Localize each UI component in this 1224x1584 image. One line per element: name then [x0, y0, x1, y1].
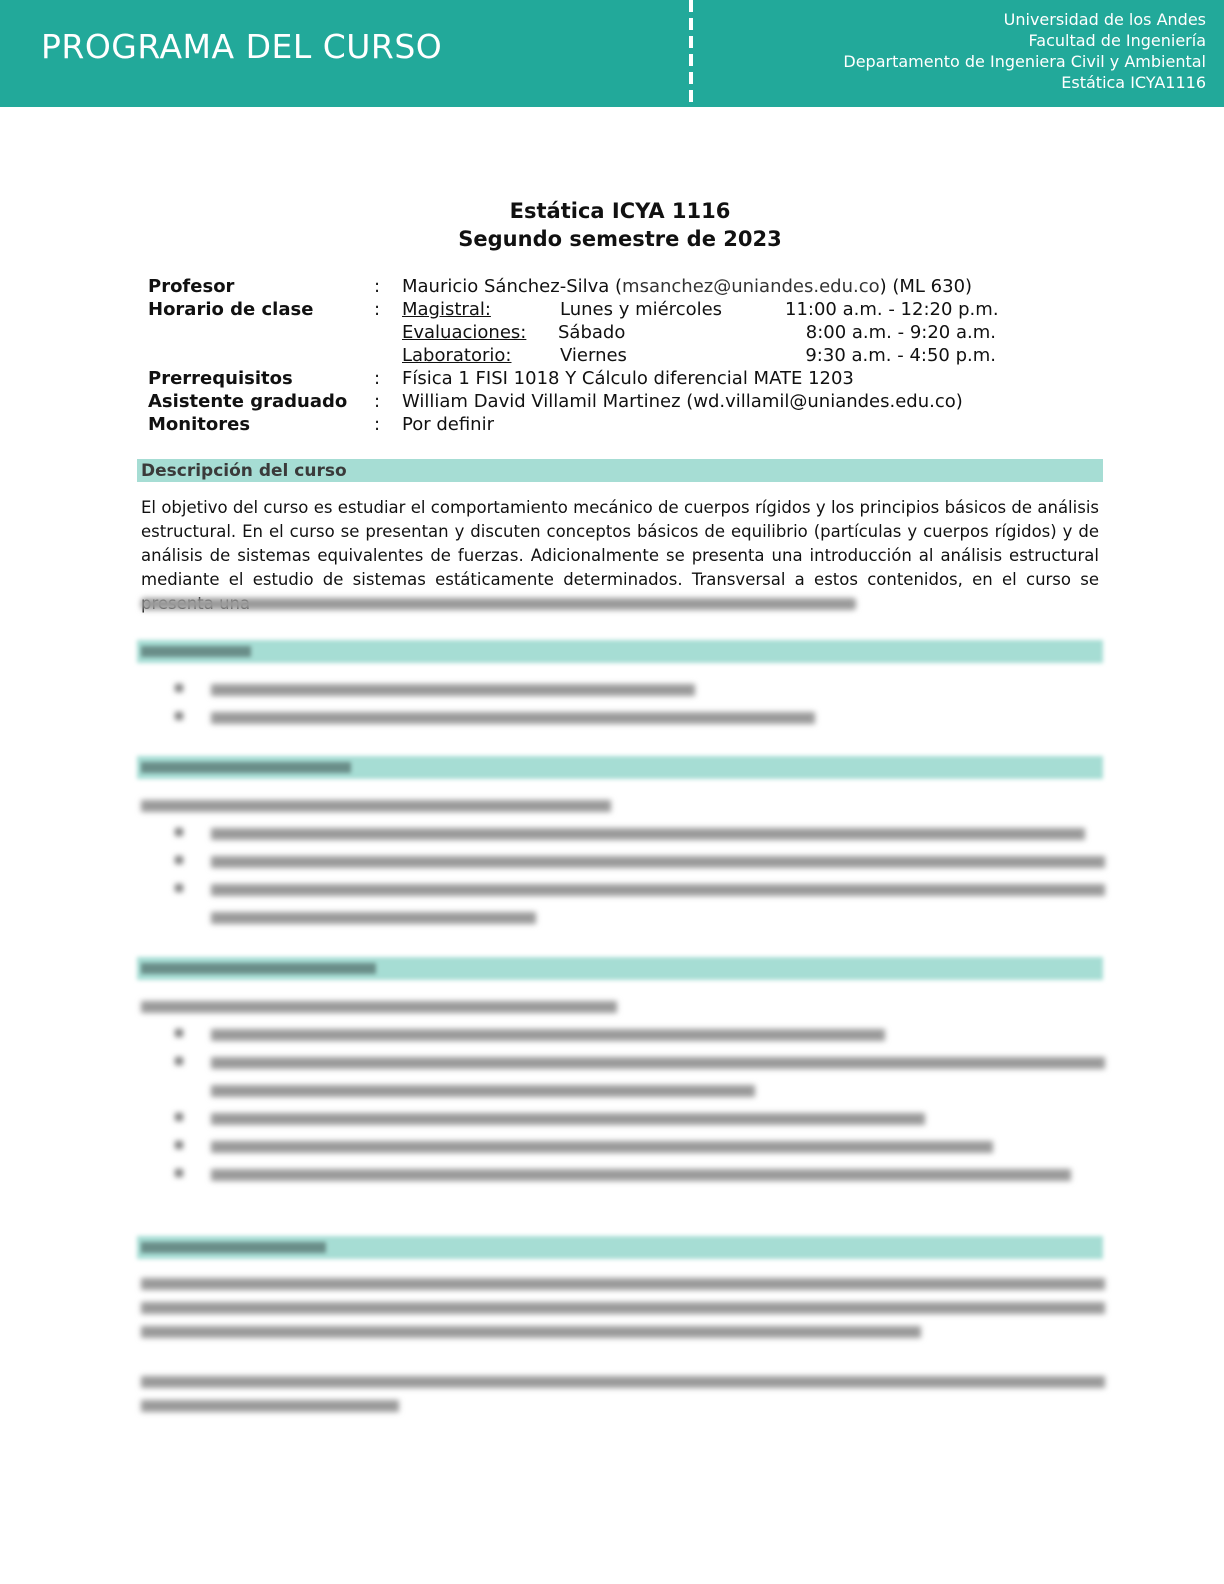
section-heading-description — [137, 459, 1103, 482]
schedule-time: 8:00 a.m. - 9:20 a.m. — [805, 322, 996, 343]
schedule-time: 9:30 a.m. - 4:50 p.m. — [805, 345, 996, 366]
profesor-label: Profesor — [148, 276, 235, 297]
schedule-day: Viernes — [560, 345, 627, 366]
blurred-paragraph — [141, 1272, 1099, 1344]
profesor-office: ) (ML 630) — [879, 276, 973, 297]
colon: : — [374, 414, 381, 435]
header-university: Universidad de los Andes — [1003, 10, 1206, 29]
section-heading-text: Descripción del curso — [141, 461, 347, 481]
schedule-time: 11:00 a.m. - 12:20 p.m. — [785, 299, 999, 320]
monitores-label: Monitores — [148, 414, 251, 435]
header-institution — [843, 9, 1206, 93]
course-title: Estática ICYA 1116 — [509, 199, 731, 223]
schedule-type: Magistral: — [402, 299, 491, 320]
header-department: Departamento de Ingeniera Civil y Ambiental — [843, 52, 1206, 71]
schedule-day: Lunes y miércoles — [560, 299, 723, 320]
description-paragraph: El objetivo del curso es estudiar el comportamiento mecánico de cuerpos rígidos y los principios básicos de análisis estructural. En el curso se presentan y discuten conceptos básicos de equilibrio (partículas y cuerpos rígidos) y de análisis de sistemas equivalentes de fuerzas. Adicionalmente se presenta una introducción al análisis estructural mediante el estudio de sistemas estáticamente determinados. Transversal a estos contenidos, en el curso se — [141, 498, 1099, 589]
blurred-list — [141, 993, 1099, 1189]
colon: : — [374, 299, 381, 320]
section-heading-blurred — [137, 1236, 1103, 1259]
profesor-name: Mauricio Sánchez-Silva ( — [402, 276, 623, 297]
header-faculty: Facultad de Ingeniería — [1028, 31, 1206, 50]
blurred-text-line — [141, 592, 1099, 612]
blurred-paragraph — [141, 1370, 1099, 1418]
asistente-label: Asistente graduado — [148, 391, 348, 412]
profesor-email-link[interactable]: msanchez@uniandes.edu.co — [622, 276, 880, 297]
colon: : — [374, 391, 381, 412]
page-header — [0, 0, 1224, 107]
semester-title: Segundo semestre de 2023 — [458, 227, 782, 251]
colon: : — [374, 276, 381, 297]
prerreq-label: Prerrequisitos — [148, 368, 293, 389]
horario-label: Horario de clase — [148, 299, 314, 320]
blurred-list — [141, 676, 1099, 732]
header-title: PROGRAMA DEL CURSO — [41, 27, 443, 66]
schedule-day: Sábado — [558, 322, 626, 343]
colon: : — [374, 368, 381, 389]
header-course: Estática ICYA1116 — [1061, 73, 1206, 92]
header-divider — [689, 0, 693, 107]
prerreq-value: Física 1 FISI 1018 Y Cálculo diferencial MATE 1203 — [402, 368, 854, 389]
schedule-type: Laboratorio: — [402, 345, 512, 366]
document-title — [0, 197, 1224, 253]
blurred-list — [141, 792, 1099, 932]
profesor-value — [402, 275, 972, 298]
section-heading-blurred — [137, 957, 1103, 980]
schedule-type: Evaluaciones: — [402, 322, 527, 343]
section-heading-blurred — [137, 756, 1103, 779]
section-heading-blurred — [137, 640, 1103, 663]
asistente-value: William David Villamil Martinez (wd.villamil@uniandes.edu.co) — [402, 391, 963, 412]
monitores-value: Por definir — [402, 414, 494, 435]
